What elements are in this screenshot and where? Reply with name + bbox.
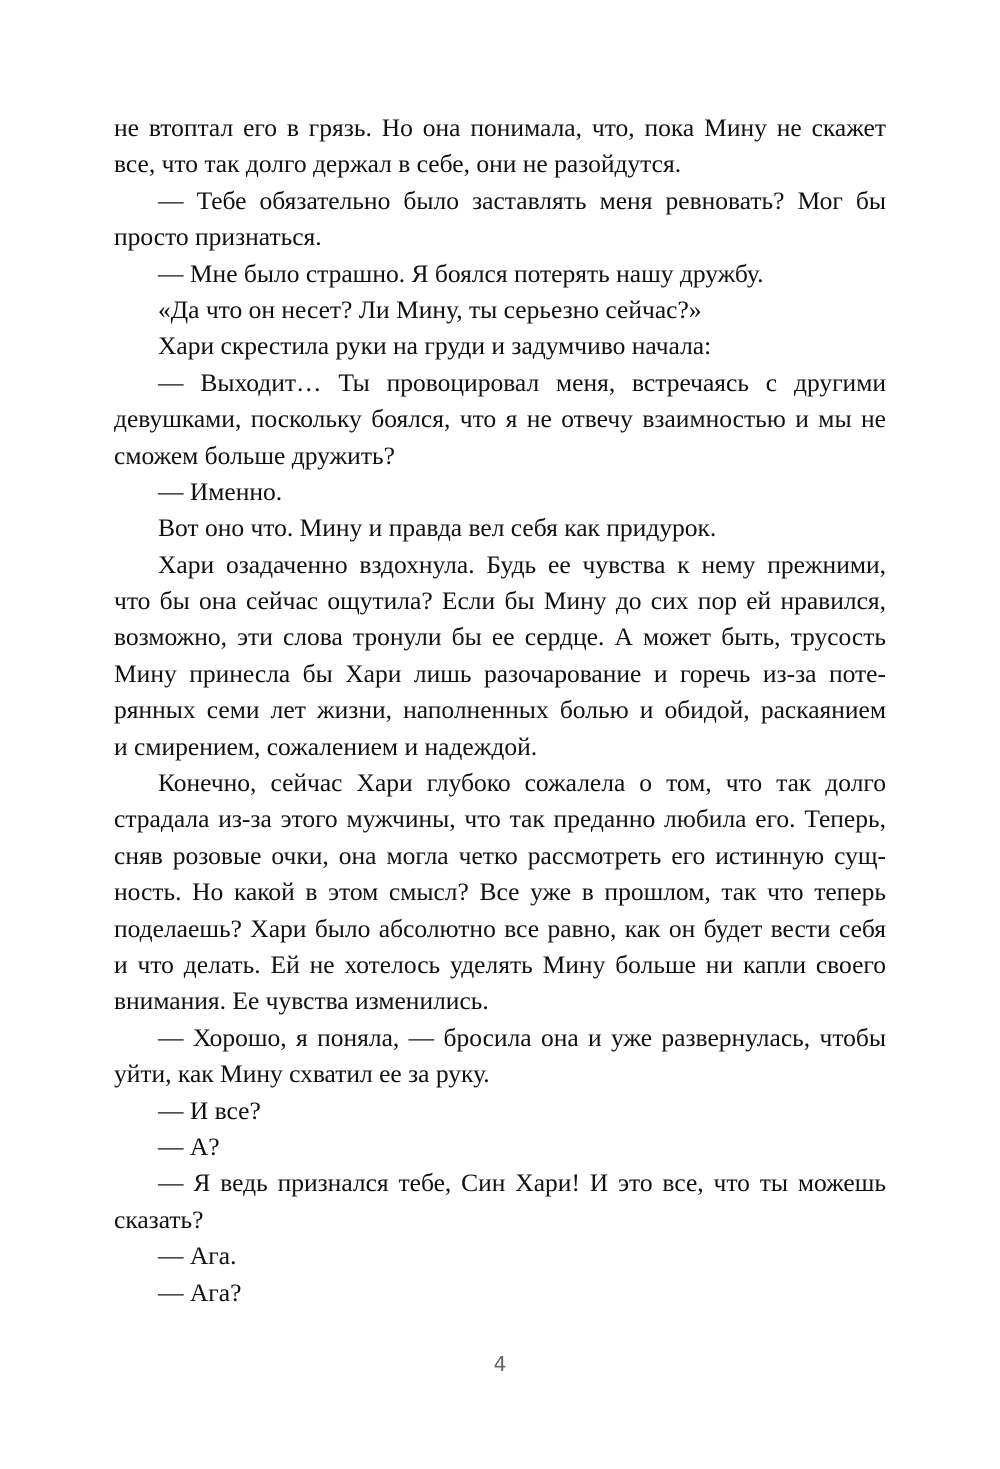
text-line: страдала из-за этого мужчины, что так преданно любила его. Теперь, — [114, 804, 886, 834]
text-line: — Ага. — [158, 1241, 237, 1271]
body-text — [114, 110, 886, 1311]
text-line: — А? — [158, 1131, 220, 1161]
text-line: — Выходит… Ты провоцировал меня, встречаясь с другими — [158, 367, 886, 397]
text-line: внимания. Ее чувства изменились. — [114, 986, 489, 1016]
text-line: сказать? — [114, 1204, 204, 1234]
text-line: возможно, эти слова тронули бы ее сердце. А может быть, трусость — [114, 622, 886, 652]
text-line: не втоптал его в грязь. Но она понимала, что, пока Мину не скажет — [114, 113, 886, 142]
text-line: и что делать. Ей не хотелось уделять Мину больше ни капли своего — [114, 949, 886, 979]
text-line: — Именно. — [158, 476, 283, 506]
text-line: поделаешь? Хари было абсолютно все равно, как он будет вести себя — [114, 913, 886, 943]
text-line: Хари скрестила руки на груди и задумчиво начала: — [158, 331, 712, 361]
text-line: уйти, как Мину схватил ее за руку. — [114, 1059, 490, 1089]
text-line: — И все? — [158, 1095, 261, 1125]
text-line: что бы она сейчас ощутила? Если бы Мину до сих пор ей нравился, — [114, 586, 886, 616]
page-number: 4 — [493, 1352, 507, 1376]
text-line: сможем больше дружить? — [114, 440, 395, 470]
text-line: Мину принесла бы Хари лишь разочарование и горечь из-за поте- — [114, 658, 886, 688]
text-line: «Да что он несет? Ли Мину, ты серьезно сейчас?» — [158, 294, 702, 324]
text-line: сняв розовые очки, она могла четко рассмотреть его истинную сущ- — [114, 840, 886, 870]
text-line: ность. Но какой в этом смысл? Все уже в прошлом, так что теперь — [114, 877, 886, 907]
text-line: Хари озадаченно вздохнула. Будь ее чувства к нему прежними, — [158, 549, 886, 579]
text-line: — Тебе обязательно было заставлять меня ревновать? Мог бы — [158, 185, 886, 215]
text-line: просто признаться. — [114, 222, 322, 252]
text-line: Конечно, сейчас Хари глубоко сожалела о том, что так долго — [158, 768, 886, 798]
text-line: — Хорошо, я поняла, — бросила она и уже развернулась, чтобы — [158, 1022, 886, 1052]
text-line: — Мне было страшно. Я боялся потерять нашу дружбу. — [158, 258, 764, 288]
text-line: Вот оно что. Мину и правда вел себя как придурок. — [158, 513, 717, 543]
text-line: — Ага? — [158, 1277, 242, 1307]
text-line: девушками, поскольку боялся, что я не отвечу взаимностью и мы не — [114, 404, 886, 434]
text-line: рянных семи лет жизни, наполненных болью и обидой, раскаянием — [114, 695, 886, 725]
text-line: все, что так долго держал в себе, они не разойдутся. — [114, 149, 682, 179]
text-line: — Я ведь признался тебе, Син Хари! И это все, что ты можешь — [158, 1168, 886, 1198]
text-line: и смирением, сожалением и надеждой. — [114, 731, 538, 761]
